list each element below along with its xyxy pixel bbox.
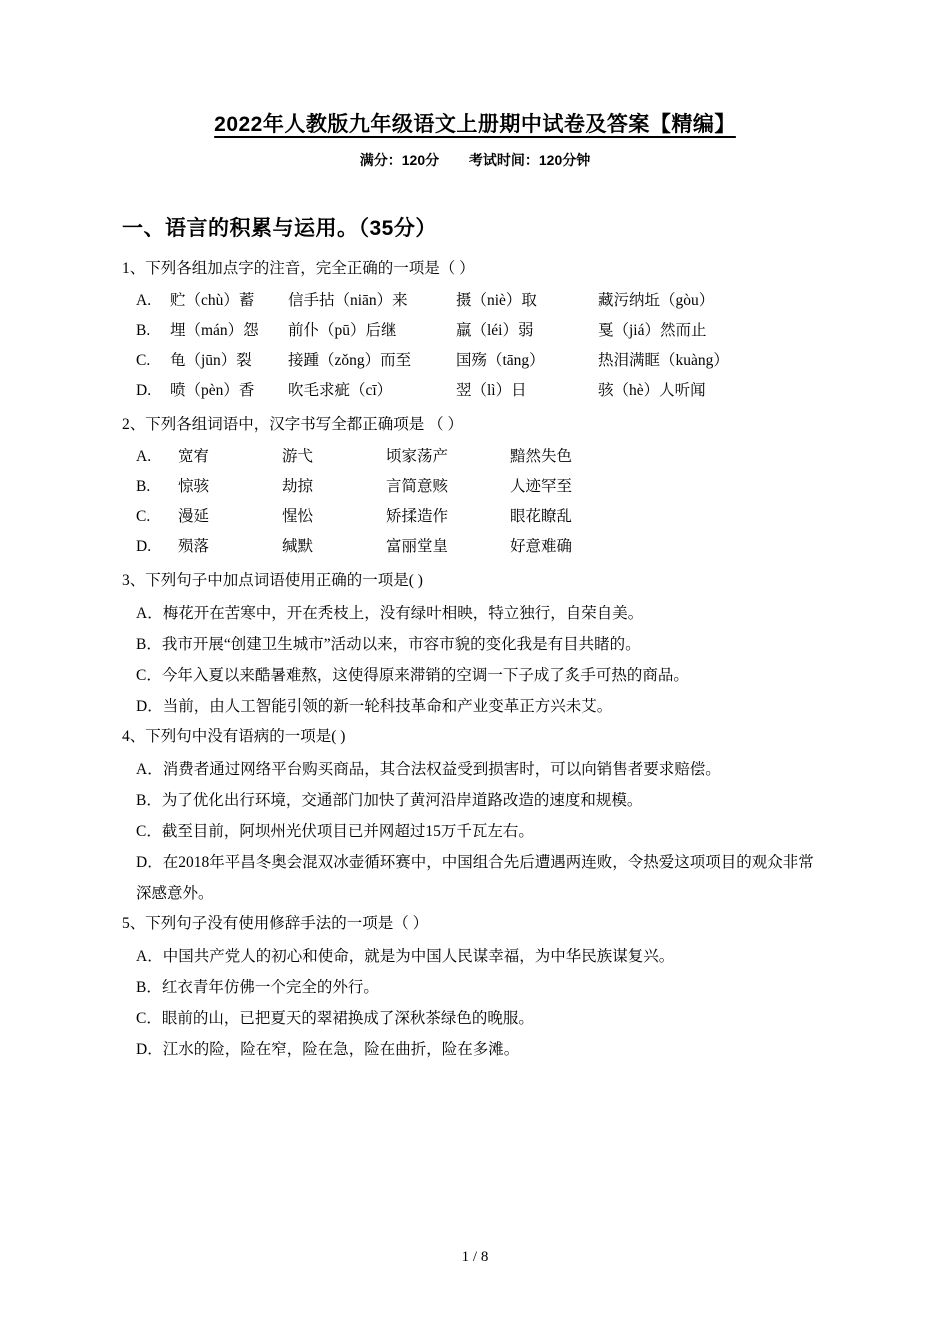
question-1-options: [122, 286, 729, 406]
option-row: [122, 502, 572, 532]
option-cell: 殒落: [178, 538, 210, 555]
option-label: C.: [136, 508, 151, 525]
question-5: [122, 911, 828, 1065]
option-row: [122, 442, 572, 472]
option-cell: 人迹罕至: [510, 478, 573, 495]
question-2: [122, 412, 828, 562]
option-cell: 信手拈（niān）来: [288, 292, 408, 309]
option-label: B.: [136, 478, 151, 495]
option-b: B．红衣青年仿佛一个完全的外行。: [136, 979, 379, 996]
option-cell: 富丽堂皇: [386, 538, 449, 555]
option-cell: 埋（mán）怨: [170, 322, 259, 339]
option-c: C．截至目前，阿坝州光伏项目已并网超过15万千瓦左右。: [136, 823, 534, 840]
option-cell: 藏污纳坵（gòu）: [598, 292, 715, 309]
question-4-stem: 4、下列句中没有语病的一项是( ): [122, 728, 346, 745]
option-cell: 喷（pèn）香: [170, 382, 255, 399]
option-label: A.: [136, 448, 152, 465]
question-2-options: [122, 442, 572, 562]
option-cell: 吹毛求疵（cī）: [288, 382, 393, 399]
exam-duration: 考试时间：120分钟: [468, 152, 591, 168]
option-cell: 眼花瞭乱: [510, 508, 573, 525]
question-5-stem: 5、下列句子没有使用修辞手法的一项是（ ）: [122, 915, 429, 932]
option-cell: 劫掠: [282, 478, 314, 495]
option-b: B．我市开展“创建卫生城市”活动以来，市容市貌的变化我是有目共睹的。: [136, 636, 641, 653]
option-cell: 戛（jiá）然而止: [598, 322, 707, 339]
option-cell: 顷家荡产: [386, 448, 449, 465]
option-cell: 宽宥: [178, 448, 210, 465]
option-cell: 缄默: [282, 538, 314, 555]
option-label: D.: [136, 382, 152, 399]
option-cell: 矫揉造作: [386, 508, 449, 525]
option-cell: 游弋: [282, 448, 314, 465]
option-label: C.: [136, 352, 151, 369]
option-c: C．眼前的山，已把夏天的翠裙换成了深秋茶绿色的晚服。: [136, 1010, 534, 1027]
question-1-stem: 1、下列各组加点字的注音，完全正确的一项是（ ）: [122, 260, 475, 277]
option-label: B.: [136, 322, 151, 339]
option-b: B．为了优化出行环境，交通部门加快了黄河沿岸道路改造的速度和规模。: [136, 792, 643, 809]
option-cell: 翌（lì）日: [456, 382, 527, 399]
option-cell: 前仆（pū）后继: [288, 322, 397, 339]
question-2-stem: 2、下列各组词语中，汉字书写全都正确项是 （ ）: [122, 416, 464, 433]
option-cell: 好意难确: [510, 538, 573, 555]
option-d: D．在2018年平昌冬奥会混双冰壶循环赛中，中国组合先后遭遇两连败，令热爱这项项目的观众非常深感意外。: [136, 854, 814, 902]
option-cell: 言简意赅: [386, 478, 449, 495]
option-label: D.: [136, 538, 152, 555]
option-d: D．江水的险，险在窄，险在急，险在曲折，险在多滩。: [136, 1041, 520, 1058]
option-cell: 摄（niè）取: [456, 292, 537, 309]
option-row: [122, 532, 572, 562]
option-cell: 龟（jūn）裂: [170, 352, 252, 369]
option-cell: 贮（chù）蓄: [170, 292, 255, 309]
option-row: [122, 286, 729, 316]
page-number: 1 / 8: [461, 1249, 489, 1265]
exam-meta: [122, 150, 828, 170]
option-cell: 热泪满眶（kuàng）: [598, 352, 729, 369]
question-3-stem: 3、下列句子中加点词语使用正确的一项是( ): [122, 572, 423, 589]
option-label: A.: [136, 292, 152, 309]
option-row: [122, 376, 729, 406]
option-cell: 惊骇: [178, 478, 210, 495]
option-a: A．中国共产党人的初心和使命，就是为中国人民谋幸福，为中华民族谋复兴。: [136, 948, 675, 965]
option-row: [122, 346, 729, 376]
option-a: A．消费者通过网络平台购买商品，其合法权益受到损害时，可以向销售者要求赔偿。: [136, 761, 721, 778]
question-3: [122, 568, 828, 722]
option-row: [122, 316, 729, 346]
question-1: [122, 256, 828, 406]
option-d: D．当前，由人工智能引领的新一轮科技革命和产业变革正方兴未艾。: [136, 698, 613, 715]
option-cell: 黯然失色: [510, 448, 573, 465]
option-c: C．今年入夏以来酷暑难熬，这使得原来滞销的空调一下子成了炙手可热的商品。: [136, 667, 689, 684]
question-4: [122, 724, 828, 909]
option-row: [122, 472, 572, 502]
page-title: 2022年人教版九年级语文上册期中试卷及答案【精编】: [214, 113, 736, 136]
option-a: A．梅花开在苦寒中，开在秃枝上，没有绿叶相映，特立独行，自荣自美。: [136, 605, 644, 622]
option-cell: 羸（léi）弱: [456, 322, 534, 339]
option-cell: 骇（hè）人听闻: [598, 382, 706, 399]
option-cell: 惺忪: [282, 508, 314, 525]
option-cell: 接踵（zǒng）而至: [288, 352, 412, 369]
section-heading: 一、语言的积累与运用。（35分）: [122, 217, 437, 240]
option-cell: 漫延: [178, 508, 210, 525]
exam-total-score: 满分：120分: [359, 152, 440, 168]
option-cell: 国殇（tāng）: [456, 352, 545, 369]
